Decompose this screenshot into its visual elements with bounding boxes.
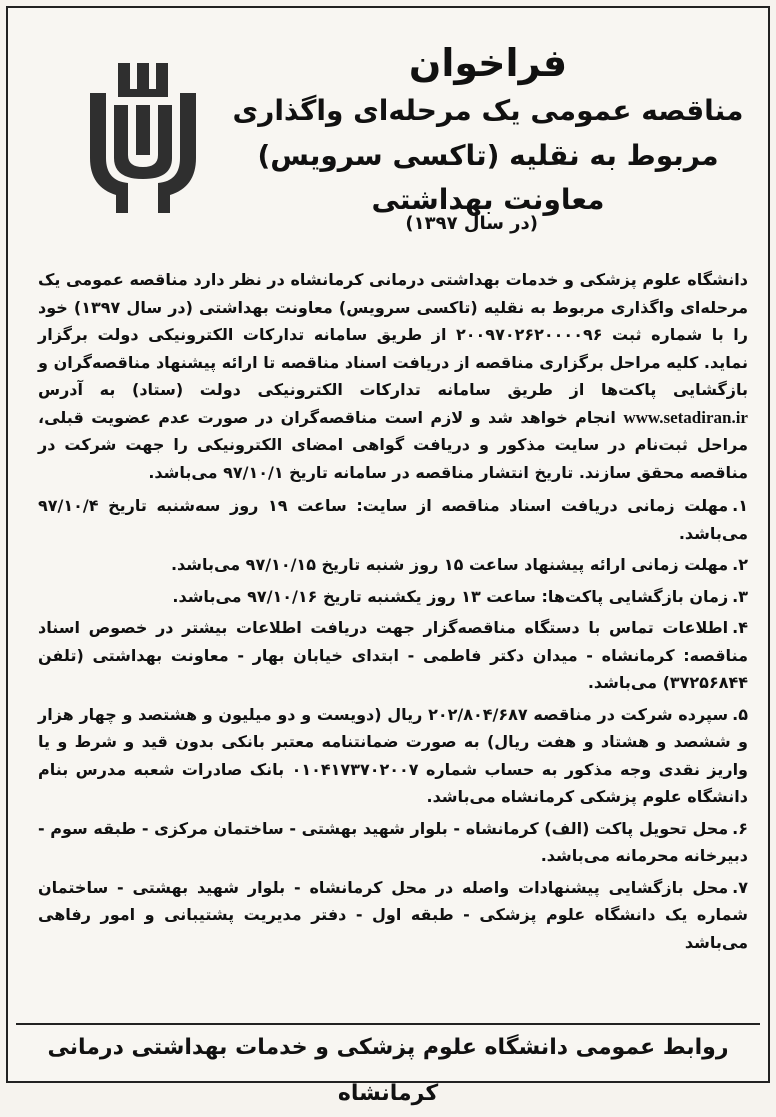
item-text: مهلت زمانی ارائه پیشنهاد ساعت ۱۵ روز شنبه تاریخ ۹۷/۱۰/۱۵ می‌باشد. xyxy=(170,555,729,574)
item-number: ۱. xyxy=(732,496,748,515)
list-item xyxy=(38,701,748,811)
item-number: ۶. xyxy=(732,818,748,838)
list-item xyxy=(38,614,748,697)
intro-paragraph xyxy=(38,266,748,486)
item-number: ۷. xyxy=(732,877,748,897)
university-logo-icon xyxy=(88,63,198,213)
item-number: ۲. xyxy=(732,555,748,574)
list-item xyxy=(38,583,748,611)
intro-text-1: دانشگاه علوم پزشکی و خدمات بهداشتی درمانی کرمانشاه در نظر دارد مناقصه عمومی یک مرحله‌ای واگذاری مربوط به نقلیه (تاکسی سرویس) معاونت بهداشتی (در سال ۱۳۹۷) خود را با شماره ثبت ۲۰۰۹۷۰۲۶۲۰۰۰۰۹۶ از طریق سامانه تدارکات الکترونیکی دولت برگزار نماید. کلیه مراحل برگزاری مناقصه از دریافت اسناد مناقصه تا ارائه پیشنهاد مناقصه‌گران و بازگشایی پاکت‌ها از طریق سامانه تدارکات الکترونیکی دولت (ستاد) به آدرس xyxy=(38,270,749,399)
item-text: زمان بازگشایی پاکت‌ها: ساعت ۱۳ روز یکشنبه تاریخ ۹۷/۱۰/۱۶ می‌باشد. xyxy=(172,586,729,606)
announcement-body xyxy=(38,266,748,960)
list-item xyxy=(38,815,748,870)
website-link[interactable]: www.setadiran.ir xyxy=(623,407,748,427)
item-text: سپرده شرکت در مناقصه ۲۰۲/۸۰۴/۶۸۷ ریال (دویست و دو میلیون و هشتصد و چهار هزار و ششصد و هشتاد و هفت ریال) به صورت ضمانتنامه معتبر بانکی بدون قید و شرط و یا واریز نقدی وجه مذکور به حساب شماره ۰۱۰۴۱۷۳۷۰۲۰۰۷ بانک صادرات شعبه مدرس بنام دانشگاه علوم پزشکی کرمانشاه می‌باشد. xyxy=(38,704,749,806)
item-number: ۴. xyxy=(732,618,748,637)
header xyxy=(208,38,768,222)
intro-text-2: انجام خواهد شد و لازم است مناقصه‌گران در صورت عدم عضویت قبلی، مراحل ثبت‌نام در سایت مذکور و دریافت گواهی امضای الکترونیکی را جهت شرکت در مناقصه محقق سازند. xyxy=(38,407,748,482)
list-item xyxy=(38,551,748,579)
item-text: مهلت زمانی دریافت اسناد مناقصه از سایت: ساعت ۱۹ روز سه‌شنبه تاریخ ۹۷/۱۰/۴ می‌باشد. xyxy=(38,496,748,543)
subtitle-2: مربوط به نقلیه (تاکسی سرویس) معاونت بهداشتی xyxy=(257,139,719,216)
item-text: محل بازگشایی پیشنهادات واصله در محل کرمانشاه - بلوار شهید بهشتی - ساختمان شماره یک دانشگاه علوم پزشکی - طبقه اول - دفتر مدیریت پشتیبانی و امور رفاهی می‌باشد xyxy=(38,877,748,952)
announcement-page xyxy=(6,6,770,1106)
year-label: (در سال ۱۳۹۷) xyxy=(405,213,538,234)
footer: روابط عمومی دانشگاه علوم پزشکی و خدمات بهداشتی درمانی کرمانشاه xyxy=(16,1023,760,1071)
list-item xyxy=(38,492,748,547)
subtitle-1: مناقصه عمومی یک مرحله‌ای واگذاری xyxy=(232,94,744,127)
item-number: ۵. xyxy=(732,704,749,724)
publish-date: تاریخ انتشار مناقصه در سامانه تاریخ ۹۷/۱۰/۱ می‌باشد. xyxy=(148,462,574,482)
item-text: محل تحویل پاکت (الف) کرمانشاه - بلوار شهید بهشتی - ساختمان مرکزی - طبقه سوم - دبیرخانه محرمانه می‌باشد. xyxy=(38,818,748,865)
page-title: فراخوان xyxy=(408,41,568,85)
list-item xyxy=(38,874,748,957)
item-text: اطلاعات تماس با دستگاه مناقصه‌گزار جهت دریافت اطلاعات بیشتر در خصوص اسناد مناقصه: کرمانشاه - میدان دکتر فاطمی - ابتدای خیابان بهار - معاونت بهداشتی (تلفن ۳۷۲۵۶۸۴۴) می‌باشد. xyxy=(38,618,748,692)
item-number: ۳. xyxy=(732,586,748,606)
